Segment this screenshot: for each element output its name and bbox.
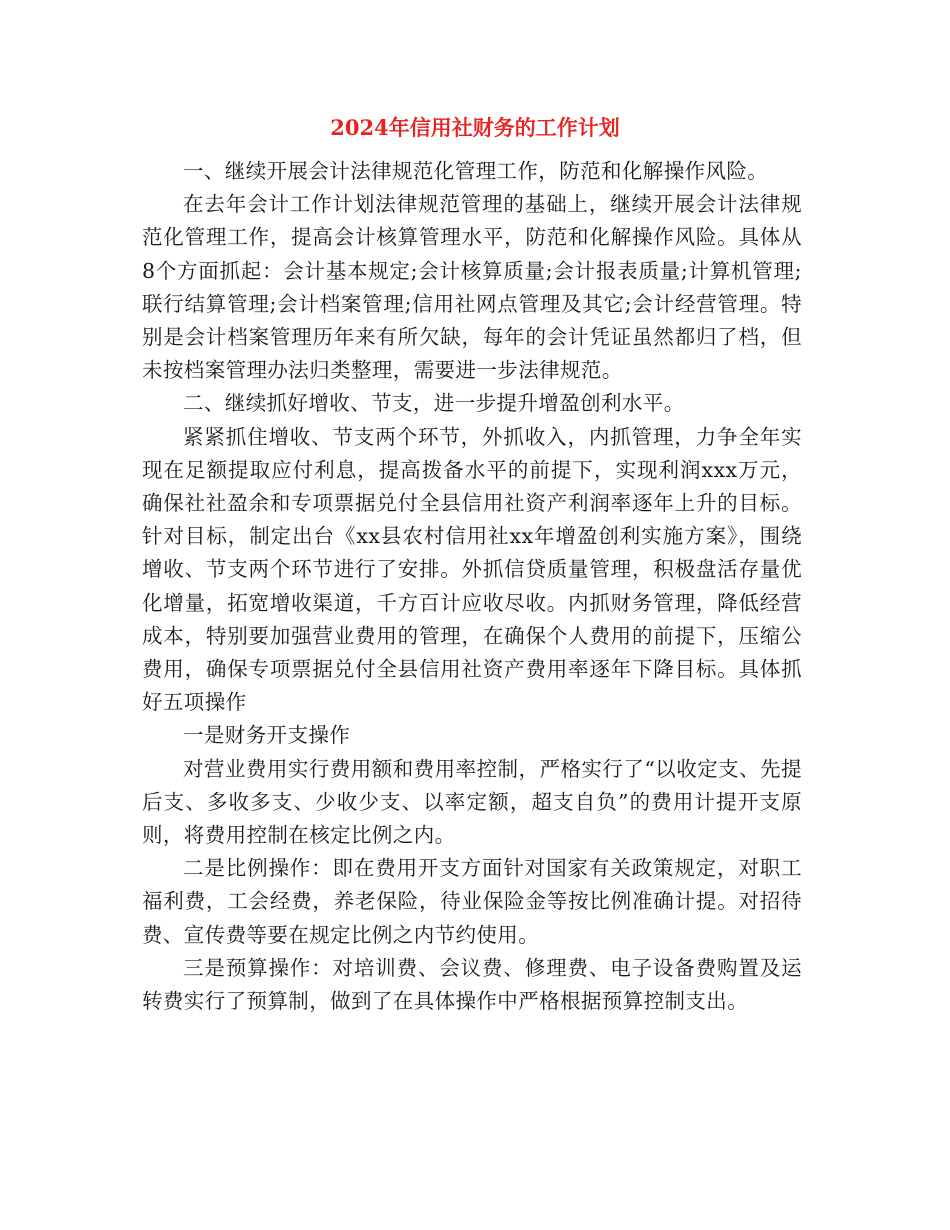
document-body [142,155,802,1018]
paragraph-7: 二是比例操作：即在费用开支方面针对国家有关政策规定，对职工福利费，工会经费，养老保险，待业保险金等按比例准确计提。对招待费、宣传费等要在规定比例之内节约使用。 [142,856,802,947]
paragraph-3: 二、继续抓好增收、节支，进一步提升增盈创利水平。 [183,391,685,416]
paragraph-8: 三是预算操作：对培训费、会议费、修理费、电子设备费购置及运转费实行了预算制，做到了在具体操作中严格根据预算控制支出。 [142,955,802,1014]
paragraph-6: 对营业费用实行费用额和费用率控制，严格实行了“以收定支、先提后支、多收多支、少收少支、以率定额，超支自负”的费用计提开支原则，将费用控制在核定比例之内。 [142,756,802,848]
paragraph-5: 一是财务开支操作 [183,723,351,748]
paragraph-4: 紧紧抓住增收、节支两个环节，外抓收入，内抓管理，力争全年实现在足额提取应付利息，提高拨备水平的前提下，实现利润xxx万元，确保社社盈余和专项票据兑付全县信用社资产利润率逐年上升的目标。针对目标，制定出台《xx县农村信用社xx年增盈创利实施方案》，围绕增收、节支两个环节进行了安排。外抓信贷质量管理，积极盘活存量优化增量，拓宽增收渠道，千方百计应收尽收。内抓财务管理，降低经营成本，特别要加强营业费用的管理，在确保个人费用的前提下，压缩公费用，确保专项票据兑付全县信用社资产费用率逐年下降目标。具体抓好五项操作 [142,424,802,715]
document-title: 2024年信用社财务的工作计划 [330,115,620,140]
paragraph-1: 一、继续开展会计法律规范化管理工作，防范和化解操作风险。 [183,159,769,183]
paragraph-2: 在去年会计工作计划法律规范管理的基础上，继续开展会计法律规范化管理工作，提高会计核算管理水平，防范和化解操作风险。具体从8个方面抓起：会计基本规定;会计核算质量;会计报表质量;计算机管理;联行结算管理;会计档案管理;信用社网点管理及其它;会计经营管理。特别是会计档案管理历年来有所欠缺，每年的会计凭证虽然都归了档，但未按档案管理办法归类整理，需要进一步法律规范。 [142,192,802,383]
